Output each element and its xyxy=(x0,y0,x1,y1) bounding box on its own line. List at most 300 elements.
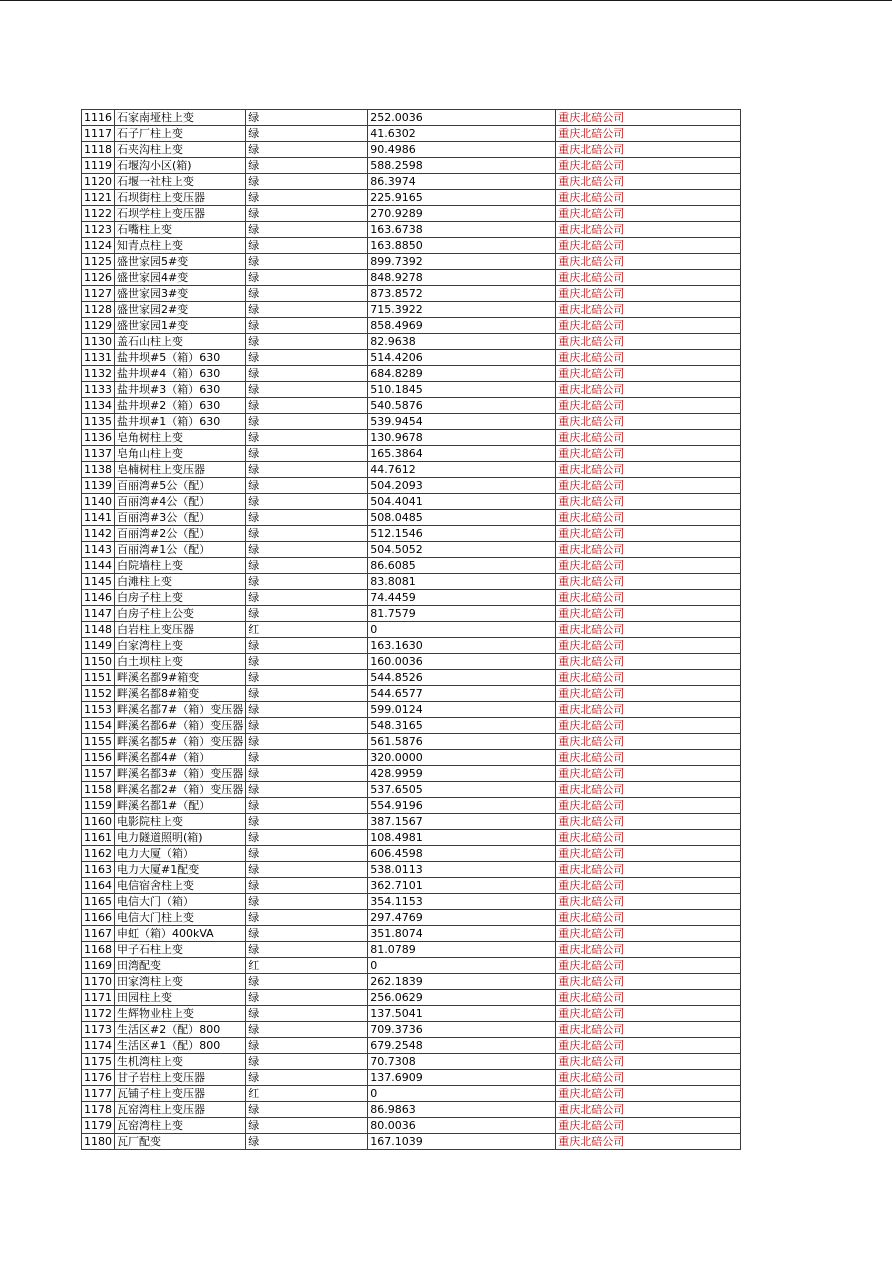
cell-status[interactable]: 红 xyxy=(246,958,368,974)
cell-company[interactable]: 重庆北碚公司 xyxy=(556,622,741,638)
cell-status[interactable]: 绿 xyxy=(246,862,368,878)
cell-company[interactable]: 重庆北碚公司 xyxy=(556,478,741,494)
cell-status[interactable]: 绿 xyxy=(246,846,368,862)
cell-status[interactable]: 绿 xyxy=(246,1102,368,1118)
cell-name[interactable]: 石坝学柱上变压器 xyxy=(115,206,246,222)
cell-value[interactable]: 81.7579 xyxy=(368,606,556,622)
cell-status[interactable]: 绿 xyxy=(246,590,368,606)
cell-status[interactable]: 绿 xyxy=(246,990,368,1006)
cell-company[interactable]: 重庆北碚公司 xyxy=(556,494,741,510)
cell-name[interactable]: 瓦窑湾柱上变压器 xyxy=(115,1102,246,1118)
cell-company[interactable]: 重庆北碚公司 xyxy=(556,1006,741,1022)
cell-status[interactable]: 绿 xyxy=(246,606,368,622)
cell-status[interactable]: 绿 xyxy=(246,398,368,414)
cell-id[interactable]: 1169 xyxy=(82,958,115,974)
cell-company[interactable]: 重庆北碚公司 xyxy=(556,686,741,702)
cell-value[interactable]: 83.8081 xyxy=(368,574,556,590)
cell-value[interactable]: 44.7612 xyxy=(368,462,556,478)
cell-status[interactable]: 绿 xyxy=(246,286,368,302)
cell-id[interactable]: 1128 xyxy=(82,302,115,318)
cell-status[interactable]: 绿 xyxy=(246,382,368,398)
cell-id[interactable]: 1175 xyxy=(82,1054,115,1070)
cell-status[interactable]: 绿 xyxy=(246,878,368,894)
cell-company[interactable]: 重庆北碚公司 xyxy=(556,926,741,942)
cell-company[interactable]: 重庆北碚公司 xyxy=(556,174,741,190)
cell-name[interactable]: 盛世家园3#变 xyxy=(115,286,246,302)
cell-value[interactable]: 504.5052 xyxy=(368,542,556,558)
cell-id[interactable]: 1165 xyxy=(82,894,115,910)
cell-status[interactable]: 绿 xyxy=(246,670,368,686)
cell-value[interactable]: 165.3864 xyxy=(368,446,556,462)
cell-id[interactable]: 1138 xyxy=(82,462,115,478)
cell-status[interactable]: 绿 xyxy=(246,478,368,494)
cell-value[interactable]: 544.8526 xyxy=(368,670,556,686)
cell-company[interactable]: 重庆北碚公司 xyxy=(556,814,741,830)
cell-id[interactable]: 1121 xyxy=(82,190,115,206)
cell-value[interactable]: 163.6738 xyxy=(368,222,556,238)
cell-id[interactable]: 1141 xyxy=(82,510,115,526)
cell-name[interactable]: 石夹沟柱上变 xyxy=(115,142,246,158)
cell-id[interactable]: 1162 xyxy=(82,846,115,862)
cell-status[interactable]: 绿 xyxy=(246,254,368,270)
cell-id[interactable]: 1145 xyxy=(82,574,115,590)
cell-company[interactable]: 重庆北碚公司 xyxy=(556,542,741,558)
cell-company[interactable]: 重庆北碚公司 xyxy=(556,430,741,446)
cell-name[interactable]: 皂角树柱上变 xyxy=(115,430,246,446)
cell-name[interactable]: 畔溪名都2#（箱）变压器 xyxy=(115,782,246,798)
cell-id[interactable]: 1119 xyxy=(82,158,115,174)
cell-name[interactable]: 畔溪名都1#（配） xyxy=(115,798,246,814)
cell-id[interactable]: 1117 xyxy=(82,126,115,142)
cell-status[interactable]: 绿 xyxy=(246,926,368,942)
cell-id[interactable]: 1149 xyxy=(82,638,115,654)
cell-status[interactable]: 绿 xyxy=(246,206,368,222)
cell-id[interactable]: 1125 xyxy=(82,254,115,270)
cell-status[interactable]: 绿 xyxy=(246,334,368,350)
cell-status[interactable]: 绿 xyxy=(246,318,368,334)
cell-value[interactable]: 86.6085 xyxy=(368,558,556,574)
cell-company[interactable]: 重庆北碚公司 xyxy=(556,606,741,622)
cell-company[interactable]: 重庆北碚公司 xyxy=(556,574,741,590)
cell-value[interactable]: 548.3165 xyxy=(368,718,556,734)
cell-company[interactable]: 重庆北碚公司 xyxy=(556,894,741,910)
cell-id[interactable]: 1132 xyxy=(82,366,115,382)
cell-company[interactable]: 重庆北碚公司 xyxy=(556,526,741,542)
cell-status[interactable]: 绿 xyxy=(246,494,368,510)
cell-status[interactable]: 绿 xyxy=(246,302,368,318)
cell-name[interactable]: 畔溪名都7#（箱）变压器 xyxy=(115,702,246,718)
cell-company[interactable]: 重庆北碚公司 xyxy=(556,654,741,670)
cell-value[interactable]: 354.1153 xyxy=(368,894,556,910)
cell-name[interactable]: 盛世家园2#变 xyxy=(115,302,246,318)
cell-company[interactable]: 重庆北碚公司 xyxy=(556,350,741,366)
cell-value[interactable]: 858.4969 xyxy=(368,318,556,334)
cell-id[interactable]: 1129 xyxy=(82,318,115,334)
cell-status[interactable]: 绿 xyxy=(246,574,368,590)
cell-id[interactable]: 1120 xyxy=(82,174,115,190)
cell-status[interactable]: 绿 xyxy=(246,350,368,366)
cell-name[interactable]: 白房子柱上公变 xyxy=(115,606,246,622)
cell-company[interactable]: 重庆北碚公司 xyxy=(556,910,741,926)
cell-company[interactable]: 重庆北碚公司 xyxy=(556,1054,741,1070)
cell-id[interactable]: 1146 xyxy=(82,590,115,606)
cell-name[interactable]: 电信大门（箱） xyxy=(115,894,246,910)
cell-name[interactable]: 石子厂柱上变 xyxy=(115,126,246,142)
cell-value[interactable]: 297.4769 xyxy=(368,910,556,926)
cell-name[interactable]: 皂楠树柱上变压器 xyxy=(115,462,246,478)
cell-name[interactable]: 田园柱上变 xyxy=(115,990,246,1006)
cell-name[interactable]: 电影院柱上变 xyxy=(115,814,246,830)
cell-company[interactable]: 重庆北碚公司 xyxy=(556,862,741,878)
cell-id[interactable]: 1116 xyxy=(82,110,115,126)
cell-id[interactable]: 1130 xyxy=(82,334,115,350)
cell-value[interactable]: 679.2548 xyxy=(368,1038,556,1054)
cell-value[interactable]: 512.1546 xyxy=(368,526,556,542)
cell-id[interactable]: 1136 xyxy=(82,430,115,446)
cell-company[interactable]: 重庆北碚公司 xyxy=(556,766,741,782)
cell-status[interactable]: 绿 xyxy=(246,190,368,206)
cell-name[interactable]: 生辉物业柱上变 xyxy=(115,1006,246,1022)
cell-name[interactable]: 石嘴柱上变 xyxy=(115,222,246,238)
cell-name[interactable]: 畔溪名都3#（箱）变压器 xyxy=(115,766,246,782)
cell-value[interactable]: 540.5876 xyxy=(368,398,556,414)
cell-company[interactable]: 重庆北碚公司 xyxy=(556,462,741,478)
cell-company[interactable]: 重庆北碚公司 xyxy=(556,286,741,302)
cell-value[interactable]: 81.0789 xyxy=(368,942,556,958)
cell-id[interactable]: 1166 xyxy=(82,910,115,926)
cell-company[interactable]: 重庆北碚公司 xyxy=(556,126,741,142)
cell-name[interactable]: 畔溪名都8#箱变 xyxy=(115,686,246,702)
cell-value[interactable]: 163.1630 xyxy=(368,638,556,654)
cell-status[interactable]: 绿 xyxy=(246,1022,368,1038)
cell-name[interactable]: 盛世家园5#变 xyxy=(115,254,246,270)
cell-status[interactable]: 绿 xyxy=(246,654,368,670)
cell-name[interactable]: 白家湾柱上变 xyxy=(115,638,246,654)
cell-name[interactable]: 盐井坝#5（箱）630 xyxy=(115,350,246,366)
cell-status[interactable]: 绿 xyxy=(246,718,368,734)
cell-status[interactable]: 绿 xyxy=(246,158,368,174)
cell-value[interactable]: 504.2093 xyxy=(368,478,556,494)
cell-id[interactable]: 1124 xyxy=(82,238,115,254)
cell-value[interactable]: 538.0113 xyxy=(368,862,556,878)
cell-value[interactable]: 508.0485 xyxy=(368,510,556,526)
cell-name[interactable]: 瓦铺子柱上变压器 xyxy=(115,1086,246,1102)
cell-id[interactable]: 1153 xyxy=(82,702,115,718)
cell-name[interactable]: 石坝街柱上变压器 xyxy=(115,190,246,206)
cell-value[interactable]: 539.9454 xyxy=(368,414,556,430)
cell-value[interactable]: 225.9165 xyxy=(368,190,556,206)
cell-id[interactable]: 1160 xyxy=(82,814,115,830)
cell-value[interactable]: 130.9678 xyxy=(368,430,556,446)
cell-value[interactable]: 504.4041 xyxy=(368,494,556,510)
cell-name[interactable]: 电信宿舍柱上变 xyxy=(115,878,246,894)
cell-name[interactable]: 白土坝柱上变 xyxy=(115,654,246,670)
cell-company[interactable]: 重庆北碚公司 xyxy=(556,222,741,238)
cell-name[interactable]: 知青点柱上变 xyxy=(115,238,246,254)
cell-id[interactable]: 1150 xyxy=(82,654,115,670)
cell-value[interactable]: 74.4459 xyxy=(368,590,556,606)
cell-value[interactable]: 86.3974 xyxy=(368,174,556,190)
cell-id[interactable]: 1173 xyxy=(82,1022,115,1038)
cell-name[interactable]: 甲子石柱上变 xyxy=(115,942,246,958)
cell-id[interactable]: 1142 xyxy=(82,526,115,542)
cell-name[interactable]: 甘子岩柱上变压器 xyxy=(115,1070,246,1086)
cell-status[interactable]: 绿 xyxy=(246,1054,368,1070)
cell-company[interactable]: 重庆北碚公司 xyxy=(556,1118,741,1134)
cell-value[interactable]: 537.6505 xyxy=(368,782,556,798)
cell-name[interactable]: 电信大门柱上变 xyxy=(115,910,246,926)
cell-status[interactable]: 绿 xyxy=(246,830,368,846)
cell-id[interactable]: 1140 xyxy=(82,494,115,510)
cell-company[interactable]: 重庆北碚公司 xyxy=(556,958,741,974)
cell-status[interactable]: 红 xyxy=(246,622,368,638)
cell-status[interactable]: 绿 xyxy=(246,766,368,782)
cell-name[interactable]: 百丽湾#5公（配） xyxy=(115,478,246,494)
cell-value[interactable]: 514.4206 xyxy=(368,350,556,366)
cell-id[interactable]: 1144 xyxy=(82,558,115,574)
cell-status[interactable]: 绿 xyxy=(246,462,368,478)
cell-status[interactable]: 绿 xyxy=(246,1134,368,1150)
cell-company[interactable]: 重庆北碚公司 xyxy=(556,830,741,846)
cell-id[interactable]: 1135 xyxy=(82,414,115,430)
cell-id[interactable]: 1126 xyxy=(82,270,115,286)
cell-id[interactable]: 1137 xyxy=(82,446,115,462)
cell-value[interactable]: 82.9638 xyxy=(368,334,556,350)
cell-name[interactable]: 石家南垭柱上变 xyxy=(115,110,246,126)
cell-status[interactable]: 绿 xyxy=(246,430,368,446)
cell-name[interactable]: 盖石山柱上变 xyxy=(115,334,246,350)
cell-id[interactable]: 1127 xyxy=(82,286,115,302)
cell-name[interactable]: 盛世家园1#变 xyxy=(115,318,246,334)
cell-id[interactable]: 1131 xyxy=(82,350,115,366)
cell-name[interactable]: 申虹（箱）400kVA xyxy=(115,926,246,942)
cell-name[interactable]: 田家湾柱上变 xyxy=(115,974,246,990)
cell-id[interactable]: 1164 xyxy=(82,878,115,894)
cell-name[interactable]: 盛世家园4#变 xyxy=(115,270,246,286)
cell-company[interactable]: 重庆北碚公司 xyxy=(556,366,741,382)
cell-id[interactable]: 1118 xyxy=(82,142,115,158)
cell-company[interactable]: 重庆北碚公司 xyxy=(556,1134,741,1150)
cell-name[interactable]: 石堰沟小区(箱) xyxy=(115,158,246,174)
cell-value[interactable]: 262.1839 xyxy=(368,974,556,990)
cell-id[interactable]: 1148 xyxy=(82,622,115,638)
cell-company[interactable]: 重庆北碚公司 xyxy=(556,158,741,174)
cell-id[interactable]: 1152 xyxy=(82,686,115,702)
cell-id[interactable]: 1171 xyxy=(82,990,115,1006)
cell-name[interactable]: 盐井坝#1（箱）630 xyxy=(115,414,246,430)
cell-company[interactable]: 重庆北碚公司 xyxy=(556,942,741,958)
cell-name[interactable]: 白岩柱上变压器 xyxy=(115,622,246,638)
cell-status[interactable]: 绿 xyxy=(246,110,368,126)
cell-value[interactable]: 899.7392 xyxy=(368,254,556,270)
cell-value[interactable]: 137.6909 xyxy=(368,1070,556,1086)
cell-company[interactable]: 重庆北碚公司 xyxy=(556,846,741,862)
cell-company[interactable]: 重庆北碚公司 xyxy=(556,734,741,750)
cell-name[interactable]: 生活区#2（配）800 xyxy=(115,1022,246,1038)
cell-company[interactable]: 重庆北碚公司 xyxy=(556,558,741,574)
cell-company[interactable]: 重庆北碚公司 xyxy=(556,1022,741,1038)
cell-status[interactable]: 绿 xyxy=(246,750,368,766)
cell-id[interactable]: 1161 xyxy=(82,830,115,846)
cell-name[interactable]: 生活区#1（配）800 xyxy=(115,1038,246,1054)
cell-value[interactable]: 41.6302 xyxy=(368,126,556,142)
cell-id[interactable]: 1155 xyxy=(82,734,115,750)
cell-value[interactable]: 160.0036 xyxy=(368,654,556,670)
cell-status[interactable]: 绿 xyxy=(246,702,368,718)
cell-value[interactable]: 684.8289 xyxy=(368,366,556,382)
cell-company[interactable]: 重庆北碚公司 xyxy=(556,878,741,894)
cell-name[interactable]: 瓦厂配变 xyxy=(115,1134,246,1150)
cell-id[interactable]: 1156 xyxy=(82,750,115,766)
cell-status[interactable]: 绿 xyxy=(246,414,368,430)
cell-value[interactable]: 561.5876 xyxy=(368,734,556,750)
cell-id[interactable]: 1147 xyxy=(82,606,115,622)
cell-value[interactable]: 715.3922 xyxy=(368,302,556,318)
cell-name[interactable]: 石堰一社柱上变 xyxy=(115,174,246,190)
cell-company[interactable]: 重庆北碚公司 xyxy=(556,750,741,766)
cell-company[interactable]: 重庆北碚公司 xyxy=(556,638,741,654)
cell-value[interactable]: 320.0000 xyxy=(368,750,556,766)
cell-company[interactable]: 重庆北碚公司 xyxy=(556,974,741,990)
cell-status[interactable]: 绿 xyxy=(246,734,368,750)
cell-id[interactable]: 1172 xyxy=(82,1006,115,1022)
cell-status[interactable]: 绿 xyxy=(246,238,368,254)
cell-company[interactable]: 重庆北碚公司 xyxy=(556,1070,741,1086)
cell-company[interactable]: 重庆北碚公司 xyxy=(556,254,741,270)
cell-name[interactable]: 畔溪名都9#箱变 xyxy=(115,670,246,686)
cell-name[interactable]: 盐井坝#2（箱）630 xyxy=(115,398,246,414)
cell-status[interactable]: 绿 xyxy=(246,558,368,574)
cell-id[interactable]: 1151 xyxy=(82,670,115,686)
cell-name[interactable]: 田湾配变 xyxy=(115,958,246,974)
cell-id[interactable]: 1176 xyxy=(82,1070,115,1086)
cell-company[interactable]: 重庆北碚公司 xyxy=(556,110,741,126)
cell-status[interactable]: 绿 xyxy=(246,1118,368,1134)
cell-id[interactable]: 1177 xyxy=(82,1086,115,1102)
cell-status[interactable]: 绿 xyxy=(246,526,368,542)
cell-status[interactable]: 绿 xyxy=(246,974,368,990)
cell-status[interactable]: 绿 xyxy=(246,910,368,926)
cell-name[interactable]: 百丽湾#3公（配） xyxy=(115,510,246,526)
cell-name[interactable]: 畔溪名都4#（箱） xyxy=(115,750,246,766)
cell-status[interactable]: 绿 xyxy=(246,1006,368,1022)
cell-id[interactable]: 1139 xyxy=(82,478,115,494)
cell-name[interactable]: 百丽湾#4公（配） xyxy=(115,494,246,510)
cell-value[interactable]: 428.9959 xyxy=(368,766,556,782)
cell-status[interactable]: 绿 xyxy=(246,542,368,558)
cell-name[interactable]: 白房子柱上变 xyxy=(115,590,246,606)
cell-name[interactable]: 电力大厦（箱） xyxy=(115,846,246,862)
cell-id[interactable]: 1122 xyxy=(82,206,115,222)
cell-name[interactable]: 白滩柱上变 xyxy=(115,574,246,590)
cell-value[interactable]: 599.0124 xyxy=(368,702,556,718)
cell-id[interactable]: 1158 xyxy=(82,782,115,798)
cell-status[interactable]: 绿 xyxy=(246,446,368,462)
cell-status[interactable]: 绿 xyxy=(246,1070,368,1086)
cell-name[interactable]: 畔溪名都5#（箱）变压器 xyxy=(115,734,246,750)
cell-status[interactable]: 绿 xyxy=(246,366,368,382)
cell-id[interactable]: 1159 xyxy=(82,798,115,814)
cell-value[interactable]: 86.9863 xyxy=(368,1102,556,1118)
cell-status[interactable]: 绿 xyxy=(246,174,368,190)
cell-status[interactable]: 绿 xyxy=(246,222,368,238)
cell-company[interactable]: 重庆北碚公司 xyxy=(556,590,741,606)
cell-company[interactable]: 重庆北碚公司 xyxy=(556,414,741,430)
cell-id[interactable]: 1180 xyxy=(82,1134,115,1150)
cell-status[interactable]: 红 xyxy=(246,1086,368,1102)
cell-company[interactable]: 重庆北碚公司 xyxy=(556,142,741,158)
cell-value[interactable]: 70.7308 xyxy=(368,1054,556,1070)
cell-value[interactable]: 510.1845 xyxy=(368,382,556,398)
cell-status[interactable]: 绿 xyxy=(246,142,368,158)
cell-company[interactable]: 重庆北碚公司 xyxy=(556,718,741,734)
cell-value[interactable]: 544.6577 xyxy=(368,686,556,702)
cell-value[interactable]: 351.8074 xyxy=(368,926,556,942)
cell-company[interactable]: 重庆北碚公司 xyxy=(556,798,741,814)
cell-name[interactable]: 百丽湾#2公（配） xyxy=(115,526,246,542)
cell-name[interactable]: 电力大厦#1配变 xyxy=(115,862,246,878)
cell-id[interactable]: 1154 xyxy=(82,718,115,734)
cell-value[interactable]: 0 xyxy=(368,1086,556,1102)
cell-id[interactable]: 1178 xyxy=(82,1102,115,1118)
cell-status[interactable]: 绿 xyxy=(246,1038,368,1054)
cell-value[interactable]: 709.3736 xyxy=(368,1022,556,1038)
cell-value[interactable]: 163.8850 xyxy=(368,238,556,254)
cell-value[interactable]: 0 xyxy=(368,958,556,974)
cell-name[interactable]: 畔溪名都6#（箱）变压器 xyxy=(115,718,246,734)
cell-name[interactable]: 白院墙柱上变 xyxy=(115,558,246,574)
cell-name[interactable]: 电力隧道照明(箱) xyxy=(115,830,246,846)
cell-company[interactable]: 重庆北碚公司 xyxy=(556,206,741,222)
cell-id[interactable]: 1168 xyxy=(82,942,115,958)
cell-company[interactable]: 重庆北碚公司 xyxy=(556,190,741,206)
cell-company[interactable]: 重庆北碚公司 xyxy=(556,238,741,254)
cell-value[interactable]: 256.0629 xyxy=(368,990,556,1006)
cell-name[interactable]: 盐井坝#3（箱）630 xyxy=(115,382,246,398)
cell-value[interactable]: 873.8572 xyxy=(368,286,556,302)
cell-company[interactable]: 重庆北碚公司 xyxy=(556,270,741,286)
cell-id[interactable]: 1179 xyxy=(82,1118,115,1134)
cell-value[interactable]: 252.0036 xyxy=(368,110,556,126)
cell-company[interactable]: 重庆北碚公司 xyxy=(556,382,741,398)
cell-status[interactable]: 绿 xyxy=(246,782,368,798)
cell-value[interactable]: 137.5041 xyxy=(368,1006,556,1022)
cell-status[interactable]: 绿 xyxy=(246,126,368,142)
cell-value[interactable]: 270.9289 xyxy=(368,206,556,222)
cell-company[interactable]: 重庆北碚公司 xyxy=(556,1086,741,1102)
cell-value[interactable]: 362.7101 xyxy=(368,878,556,894)
cell-value[interactable]: 167.1039 xyxy=(368,1134,556,1150)
cell-company[interactable]: 重庆北碚公司 xyxy=(556,302,741,318)
cell-status[interactable]: 绿 xyxy=(246,942,368,958)
cell-status[interactable]: 绿 xyxy=(246,270,368,286)
cell-id[interactable]: 1133 xyxy=(82,382,115,398)
cell-status[interactable]: 绿 xyxy=(246,894,368,910)
cell-status[interactable]: 绿 xyxy=(246,638,368,654)
cell-company[interactable]: 重庆北碚公司 xyxy=(556,398,741,414)
cell-company[interactable]: 重庆北碚公司 xyxy=(556,782,741,798)
cell-value[interactable]: 848.9278 xyxy=(368,270,556,286)
cell-value[interactable]: 0 xyxy=(368,622,556,638)
cell-value[interactable]: 80.0036 xyxy=(368,1118,556,1134)
cell-company[interactable]: 重庆北碚公司 xyxy=(556,670,741,686)
cell-id[interactable]: 1157 xyxy=(82,766,115,782)
cell-name[interactable]: 生机湾柱上变 xyxy=(115,1054,246,1070)
cell-name[interactable]: 百丽湾#1公（配） xyxy=(115,542,246,558)
cell-id[interactable]: 1163 xyxy=(82,862,115,878)
cell-status[interactable]: 绿 xyxy=(246,814,368,830)
cell-status[interactable]: 绿 xyxy=(246,510,368,526)
